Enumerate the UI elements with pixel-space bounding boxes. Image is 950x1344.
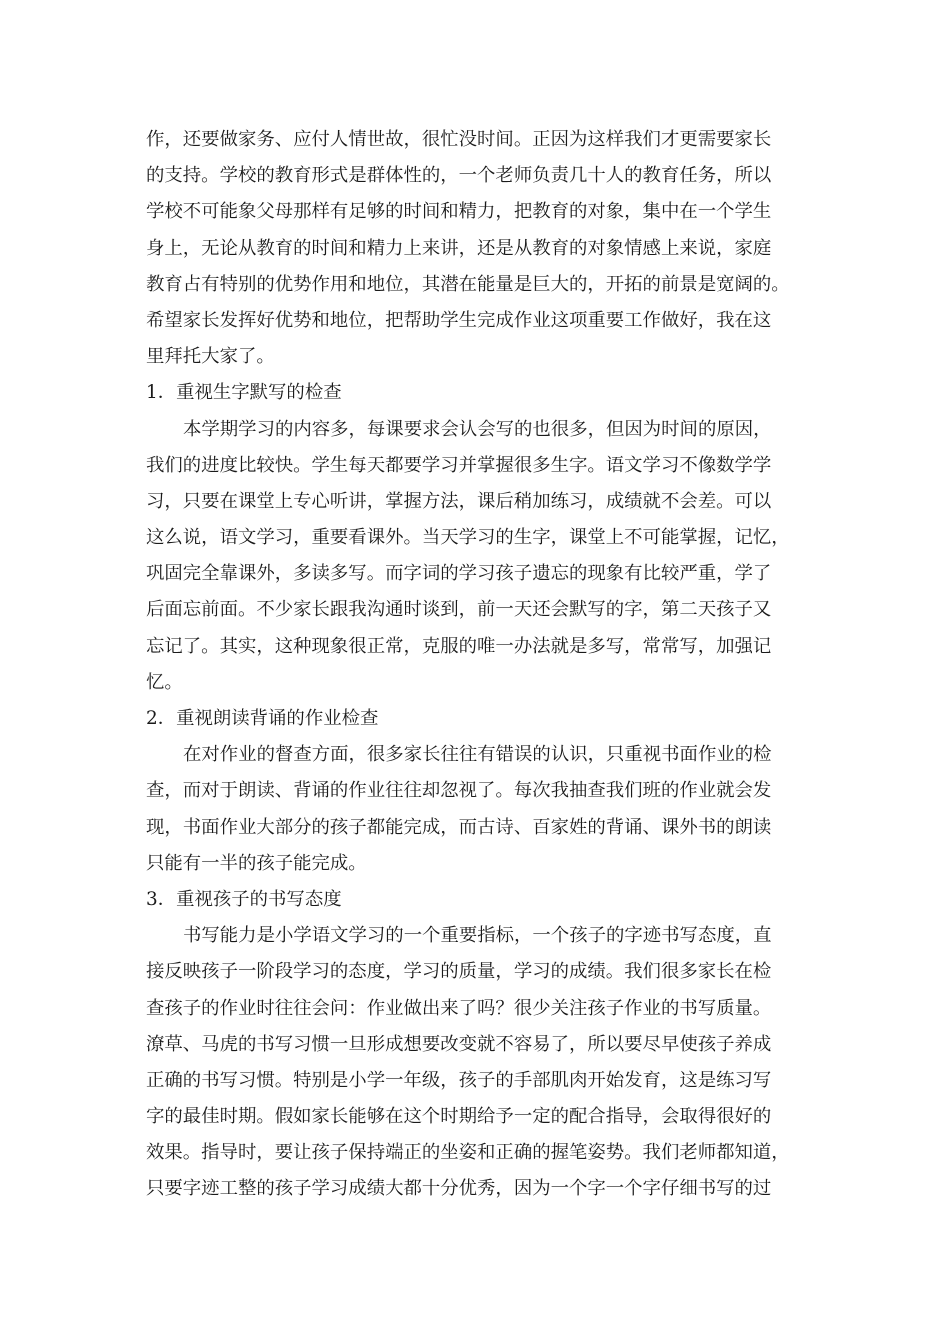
paragraph-line: 希望家长发挥好优势和地位，把帮助学生完成作业这项重要工作做好，我在这 <box>146 309 772 331</box>
paragraph-line: 查，而对于朗读、背诵的作业往往却忽视了。每次我抽查我们班的作业就会发 <box>146 780 772 802</box>
document-body <box>146 122 818 1208</box>
paragraph-line: 学校不可能象父母那样有足够的时间和精力，把教育的对象，集中在一个学生 <box>146 201 772 223</box>
paragraph-line: 身上，无论从教育的时间和精力上来讲，还是从教育的对象情感上来说，家庭 <box>146 237 772 259</box>
paragraph-line: 在对作业的督查方面，很多家长往往有错误的认识，只重视书面作业的检 <box>183 744 772 766</box>
paragraph-line: 里拜托大家了。 <box>146 346 275 368</box>
paragraph-line: 字的最佳时期。假如家长能够在这个时期给予一定的配合指导，会取得很好的 <box>146 1106 772 1128</box>
paragraph-line: 本学期学习的内容多，每课要求会认会写的也很多，但因为时间的原因， <box>183 418 772 440</box>
section-heading: 2．重视朗读背诵的作业检查 <box>146 708 379 729</box>
paragraph-line: 接反映孩子一阶段学习的态度，学习的质量，学习的成绩。我们很多家长在检 <box>146 961 772 983</box>
paragraph-line: 查孩子的作业时往往会问：作业做出来了吗？很少关注孩子作业的书写质量。 <box>146 997 772 1019</box>
paragraph-line: 作，还要做家务、应付人情世故，很忙没时间。正因为这样我们才更需要家长 <box>146 129 772 150</box>
paragraph-line: 忘记了。其实，这种现象很正常，克服的唯一办法就是多写，常常写，加强记 <box>146 635 772 657</box>
paragraph-line: 只能有一半的孩子能完成。 <box>146 852 367 874</box>
section-heading: 1．重视生字默写的检查 <box>146 382 342 404</box>
section-heading: 3．重视孩子的书写态度 <box>146 888 342 910</box>
paragraph-line: 只要字迹工整的孩子学习成绩大都十分优秀，因为一个字一个字仔细书写的过 <box>146 1178 772 1200</box>
paragraph-line: 这么说，语文学习，重要看课外。当天学习的生字，课堂上不可能掌握，记忆， <box>146 527 790 549</box>
paragraph-line: 书写能力是小学语文学习的一个重要指标，一个孩子的字迹书写态度，直 <box>183 925 772 947</box>
paragraph-line: 我们的进度比较快。学生每天都要学习并掌握很多生字。语文学习不像数学学 <box>146 454 772 476</box>
paragraph-line: 后面忘前面。不少家长跟我沟通时谈到，前一天还会默写的字，第二天孩子又 <box>146 599 772 621</box>
paragraph-line: 潦草、马虎的书写习惯一旦形成想要改变就不容易了，所以要尽早使孩子养成 <box>146 1033 772 1055</box>
paragraph-line: 效果。指导时，要让孩子保持端正的坐姿和正确的握笔姿势。我们老师都知道， <box>146 1142 790 1164</box>
paragraph-line: 忆。 <box>146 671 183 693</box>
paragraph-line: 正确的书写习惯。特别是小学一年级，孩子的手部肌肉开始发育，这是练习写 <box>146 1069 772 1091</box>
paragraph-line: 习，只要在课堂上专心听讲，掌握方法，课后稍加练习，成绩就不会差。可以 <box>146 490 772 512</box>
paragraph-line: 教育占有特别的优势作用和地位，其潜在能量是巨大的，开拓的前景是宽阔的。 <box>146 273 790 295</box>
paragraph-line: 现，书面作业大部分的孩子都能完成，而古诗、百家姓的背诵、课外书的朗读 <box>146 816 772 838</box>
paragraph-line: 巩固完全靠课外，多读多写。而字词的学习孩子遗忘的现象有比较严重，学了 <box>146 563 772 585</box>
paragraph-line: 的支持。学校的教育形式是群体性的，一个老师负责几十人的教育任务，所以 <box>146 165 772 187</box>
